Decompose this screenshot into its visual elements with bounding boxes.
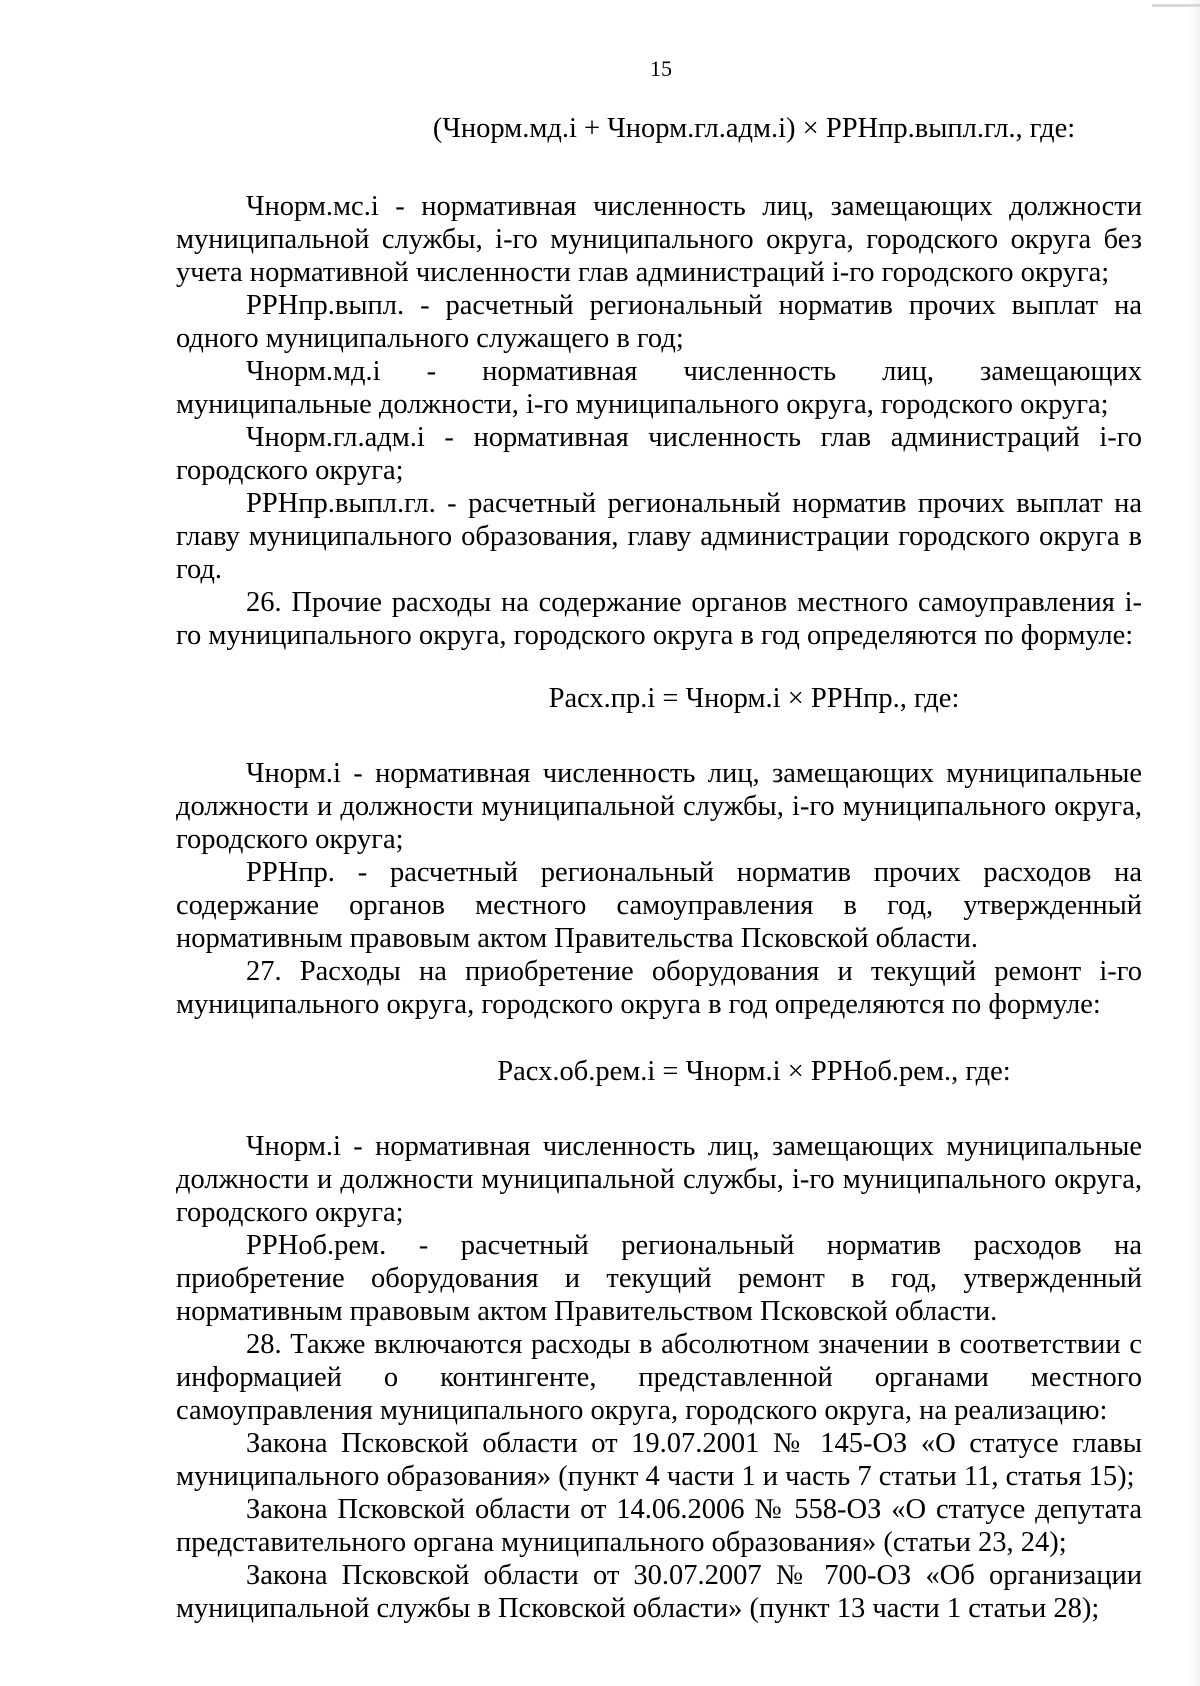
definition-rrn-ob-rem: РРНоб.рем. - расчетный региональный норматив расходов на приобретение оборудования и текущий ремонт в год, утвержденный нормативным правовым актом Правительством Псковской области. [176,1230,1142,1327]
definition-rrn-pr: РРНпр. - расчетный региональный норматив прочих расходов на содержание органов местного самоуправления в год, утвержденный нормативным правовым актом Правительства Псковской области. [176,857,1142,954]
formula-2: Расх.пр.i = Чнорм.i × РРНпр., где: [548,683,960,714]
document-body [176,112,1142,1625]
definition-rrn-pr-vypl: РРНпр.выпл. - расчетный региональный норматив прочих выплат на одного муниципального служащего в год; [176,290,1142,354]
scan-edge [1188,0,1200,1686]
definition-chnorm-i-2: Чнорм.i - нормативная численность лиц, замещающих муниципальные должности и должности муниципальной службы, i-го муниципального округа, городского округа; [176,1131,1142,1228]
definition-rrn-pr-vypl-gl: РРНпр.выпл.гл. - расчетный региональный норматив прочих выплат на главу муниципального образования, главу администрации городского округа в год. [176,488,1142,585]
definition-chnorm-gl-adm: Чнорм.гл.адм.i - нормативная численность глав администраций i-го городского округа; [176,422,1142,486]
definition-chnorm-i: Чнорм.i - нормативная численность лиц, замещающих муниципальные должности и должности муниципальной службы, i-го муниципального округа, городского округа; [176,758,1142,855]
formula-3: Расх.об.рем.i = Чнорм.i × РРНоб.рем., где: [497,1056,1011,1087]
law-145-oz: Закона Псковской области от 19.07.2001 № 145-ОЗ «О статусе главы муниципального образования» (пункт 4 части 1 и часть 7 статьи 11, статья 15); [176,1428,1142,1492]
law-700-oz: Закона Псковской области от 30.07.2007 № 700-ОЗ «Об организации муниципальной службы в Псковской области» (пункт 13 части 1 статьи 28); [176,1560,1142,1624]
clause-27: 27. Расходы на приобретение оборудования и текущий ремонт i-го муниципального округа, городского округа в год определяются по формуле: [176,956,1142,1020]
scan-corner-mark [1152,4,1200,7]
definition-chnorm-ms: Чнорм.мс.i - нормативная численность лиц, замещающих должности муниципальной службы, i-го муниципального округа, городского округа без учета нормативной численности глав администраций i-го городского округа; [176,191,1142,288]
clause-26: 26. Прочие расходы на содержание органов местного самоуправления i-го муниципального округа, городского округа в год определяются по формуле: [176,587,1142,651]
clause-28: 28. Также включаются расходы в абсолютном значении в соответствии с информацией о контингенте, представленной органами местного самоуправления муниципального округа, городского округа, на реализацию: [176,1329,1142,1426]
formula-1: (Чнорм.мд.i + Чнорм.гл.адм.i) × РРНпр.выпл.гл., где: [432,113,1076,144]
definition-chnorm-md: Чнорм.мд.i - нормативная численность лиц, замещающих муниципальные должности, i-го муниципального округа, городского округа; [176,356,1142,420]
page-number: 15 [650,56,672,81]
law-558-oz: Закона Псковской области от 14.06.2006 № 558-ОЗ «О статусе депутата представительного органа муниципального образования» (статьи 23, 24); [176,1494,1142,1558]
